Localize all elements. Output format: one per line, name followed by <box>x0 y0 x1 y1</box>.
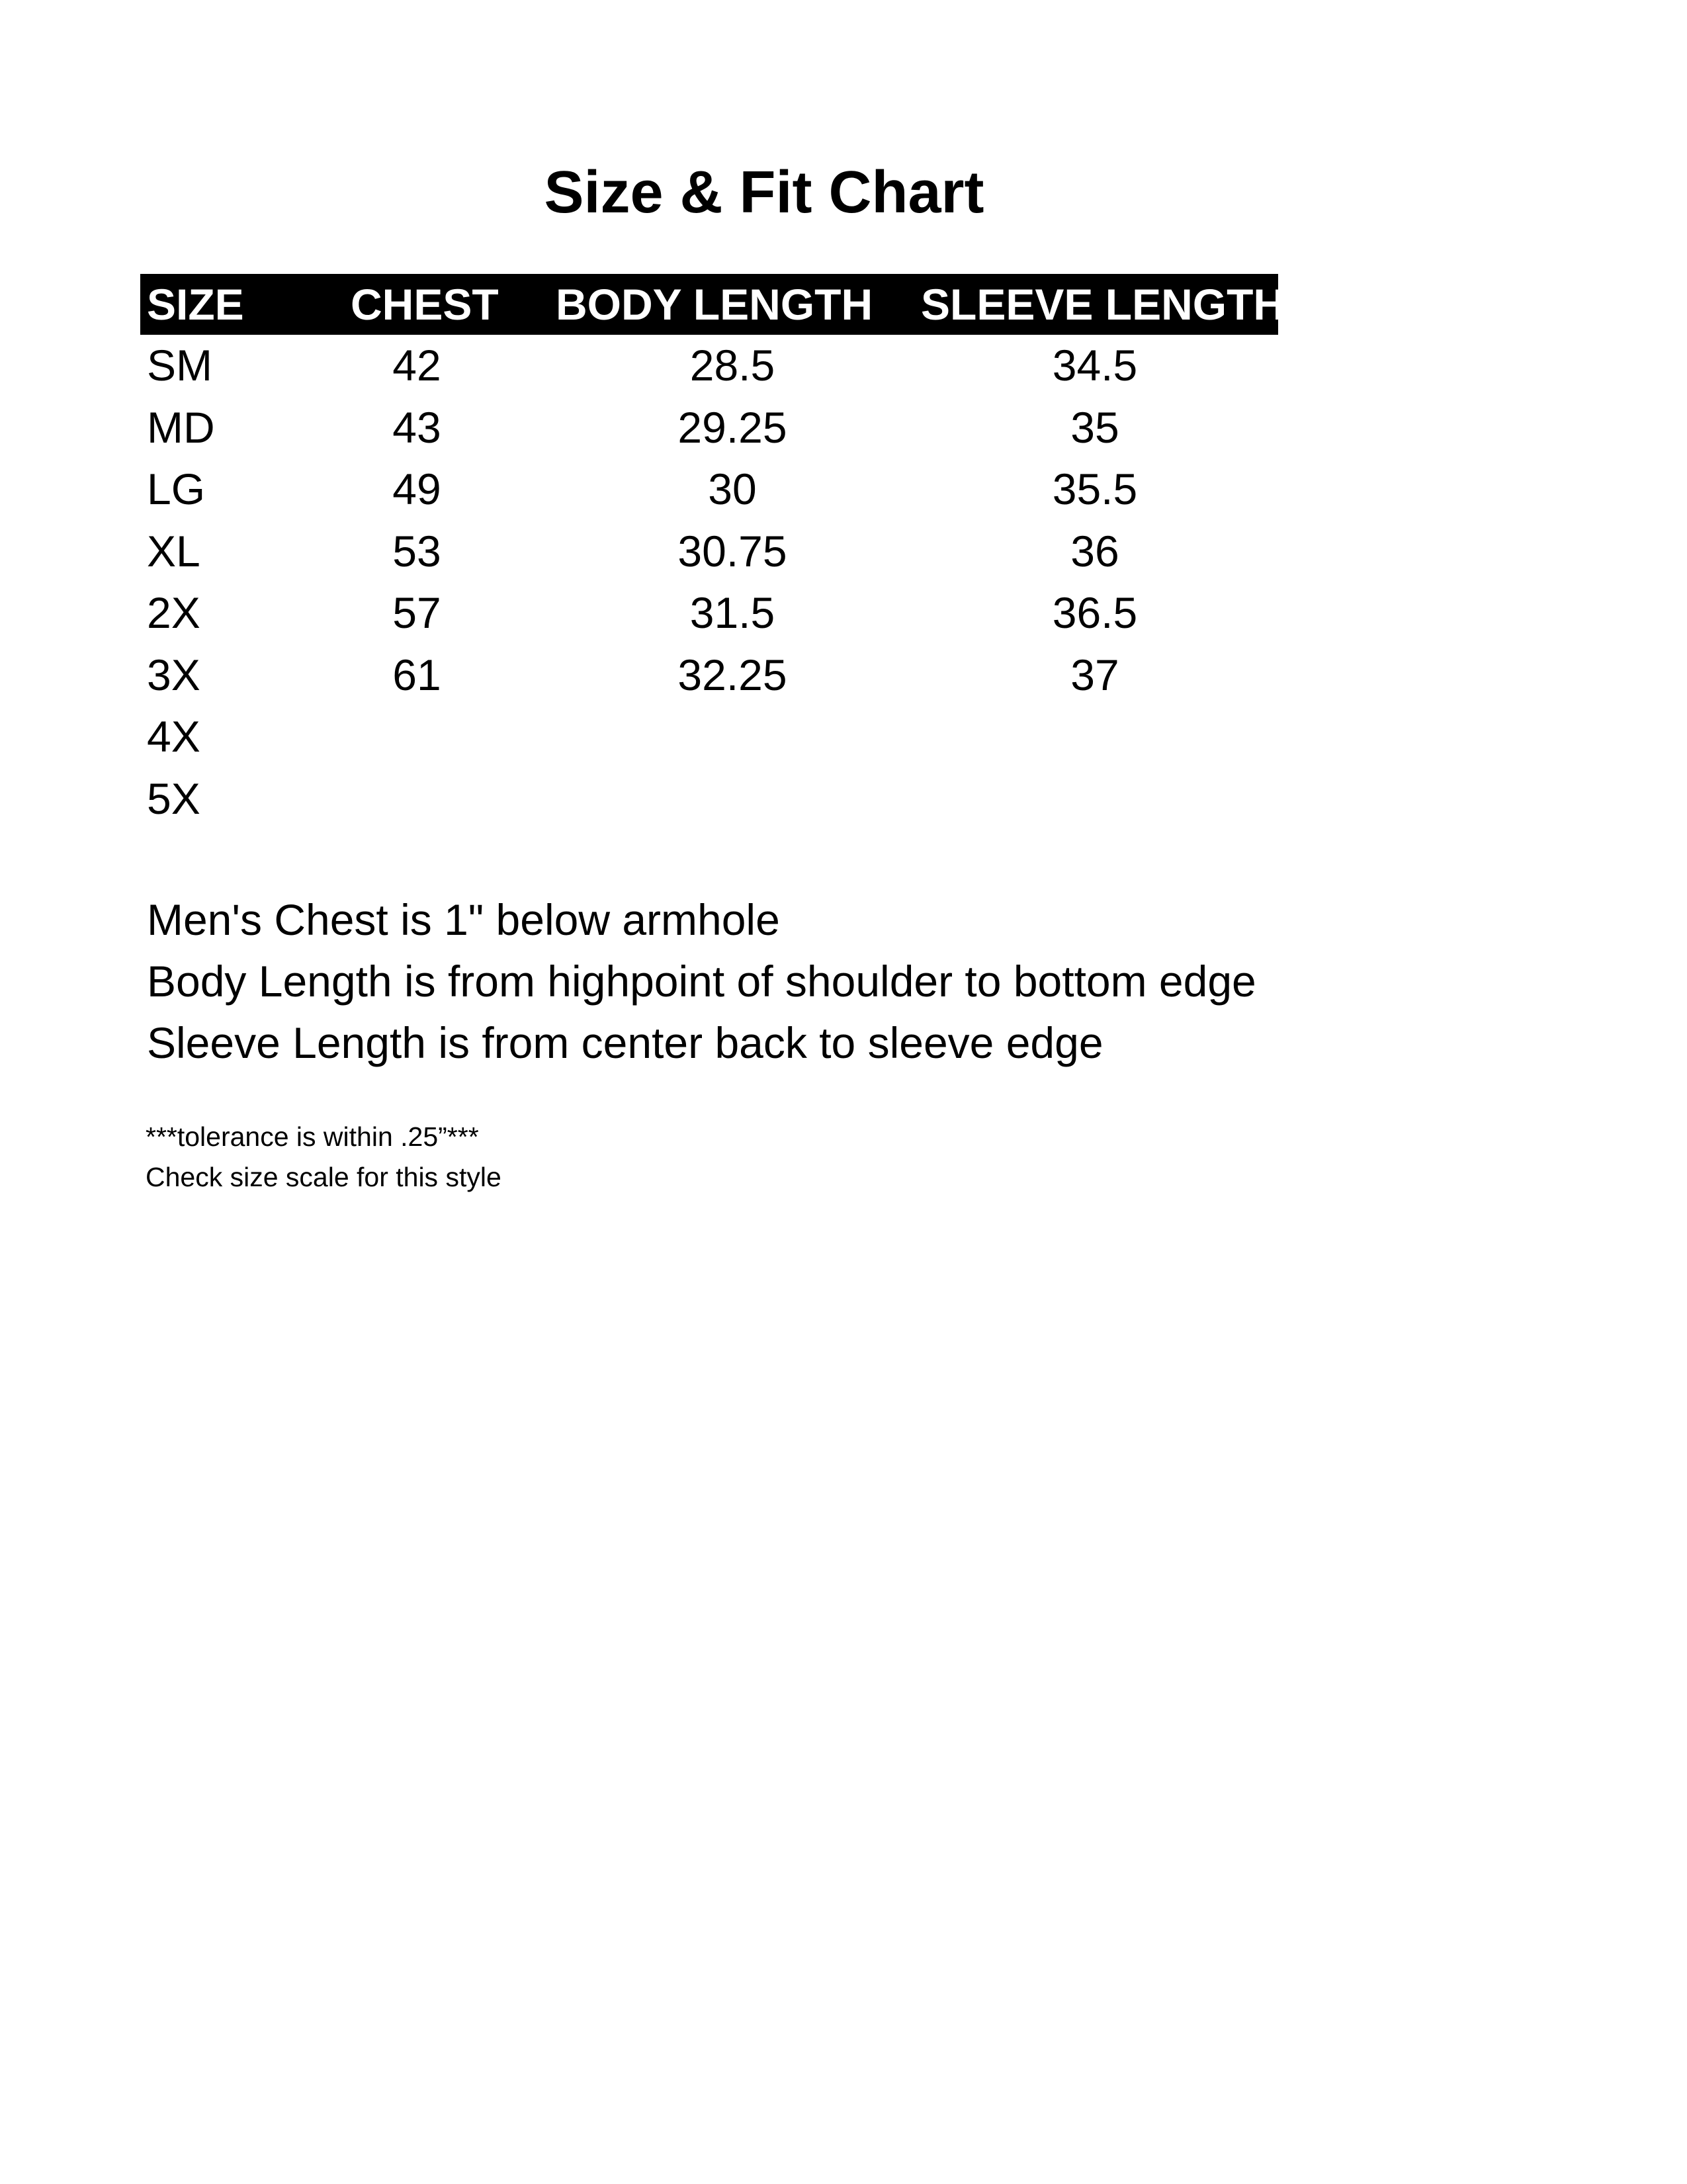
cell-size: 5X <box>147 773 200 823</box>
cell-chest: 49 <box>392 464 441 513</box>
table-row <box>140 706 1278 768</box>
cell-sleeve-length <box>923 706 1267 768</box>
cell-body-length: 29.25 <box>677 402 787 452</box>
table-header <box>140 274 1285 335</box>
cell-size: 2X <box>147 588 200 637</box>
cell-sleeve-length: 35.5 <box>1052 464 1138 513</box>
table-body <box>140 335 1278 830</box>
table-row <box>140 582 1278 644</box>
header-body-length: BODY LENGTH <box>556 280 873 329</box>
header-size: SIZE <box>147 280 244 329</box>
note-chest: Men's Chest is 1" below armhole <box>147 895 780 944</box>
cell-chest: 42 <box>392 341 441 390</box>
tolerance-note: ***tolerance is within .25”*** <box>146 1121 479 1152</box>
measurement-notes <box>147 889 1256 1074</box>
cell-chest: 43 <box>392 402 441 452</box>
cell-body-length <box>560 768 904 830</box>
cell-body-length: 30.75 <box>677 526 787 576</box>
cell-size: 4X <box>147 712 200 761</box>
note-sleeve-length: Sleeve Length is from center back to sleeve edge <box>147 1018 1103 1067</box>
cell-size: XL <box>147 526 200 576</box>
table-row <box>140 521 1278 583</box>
cell-size: MD <box>147 402 215 452</box>
note-body-length: Body Length is from highpoint of shoulder to bottom edge <box>147 957 1256 1006</box>
cell-body-length <box>560 706 904 768</box>
cell-size: SM <box>147 341 212 390</box>
cell-sleeve-length: 37 <box>1070 650 1119 699</box>
page-title: Size & Fit Chart <box>544 159 984 226</box>
cell-chest: 53 <box>392 526 441 576</box>
cell-chest: 57 <box>392 588 441 637</box>
cell-sleeve-length: 36.5 <box>1052 588 1138 637</box>
header-sleeve-length: SLEEVE LENGTH <box>921 280 1285 329</box>
header-chest: CHEST <box>351 280 499 329</box>
cell-chest <box>278 768 556 830</box>
cell-chest <box>278 706 556 768</box>
cell-size: 3X <box>147 650 200 699</box>
cell-size: LG <box>147 464 206 513</box>
table-row <box>140 397 1278 459</box>
cell-sleeve-length: 36 <box>1070 526 1119 576</box>
cell-body-length: 28.5 <box>689 341 775 390</box>
table-row <box>140 335 1278 397</box>
cell-sleeve-length <box>923 768 1267 830</box>
size-scale-note: Check size scale for this style <box>146 1162 501 1192</box>
cell-sleeve-length: 34.5 <box>1052 341 1138 390</box>
cell-body-length: 30 <box>708 464 757 513</box>
table-row <box>140 459 1278 521</box>
cell-chest: 61 <box>392 650 441 699</box>
size-table <box>140 274 1285 830</box>
cell-body-length: 31.5 <box>689 588 775 637</box>
table-row <box>140 644 1278 707</box>
fine-print <box>146 1117 501 1198</box>
cell-body-length: 32.25 <box>677 650 787 699</box>
table-row <box>140 768 1278 830</box>
cell-sleeve-length: 35 <box>1070 402 1119 452</box>
